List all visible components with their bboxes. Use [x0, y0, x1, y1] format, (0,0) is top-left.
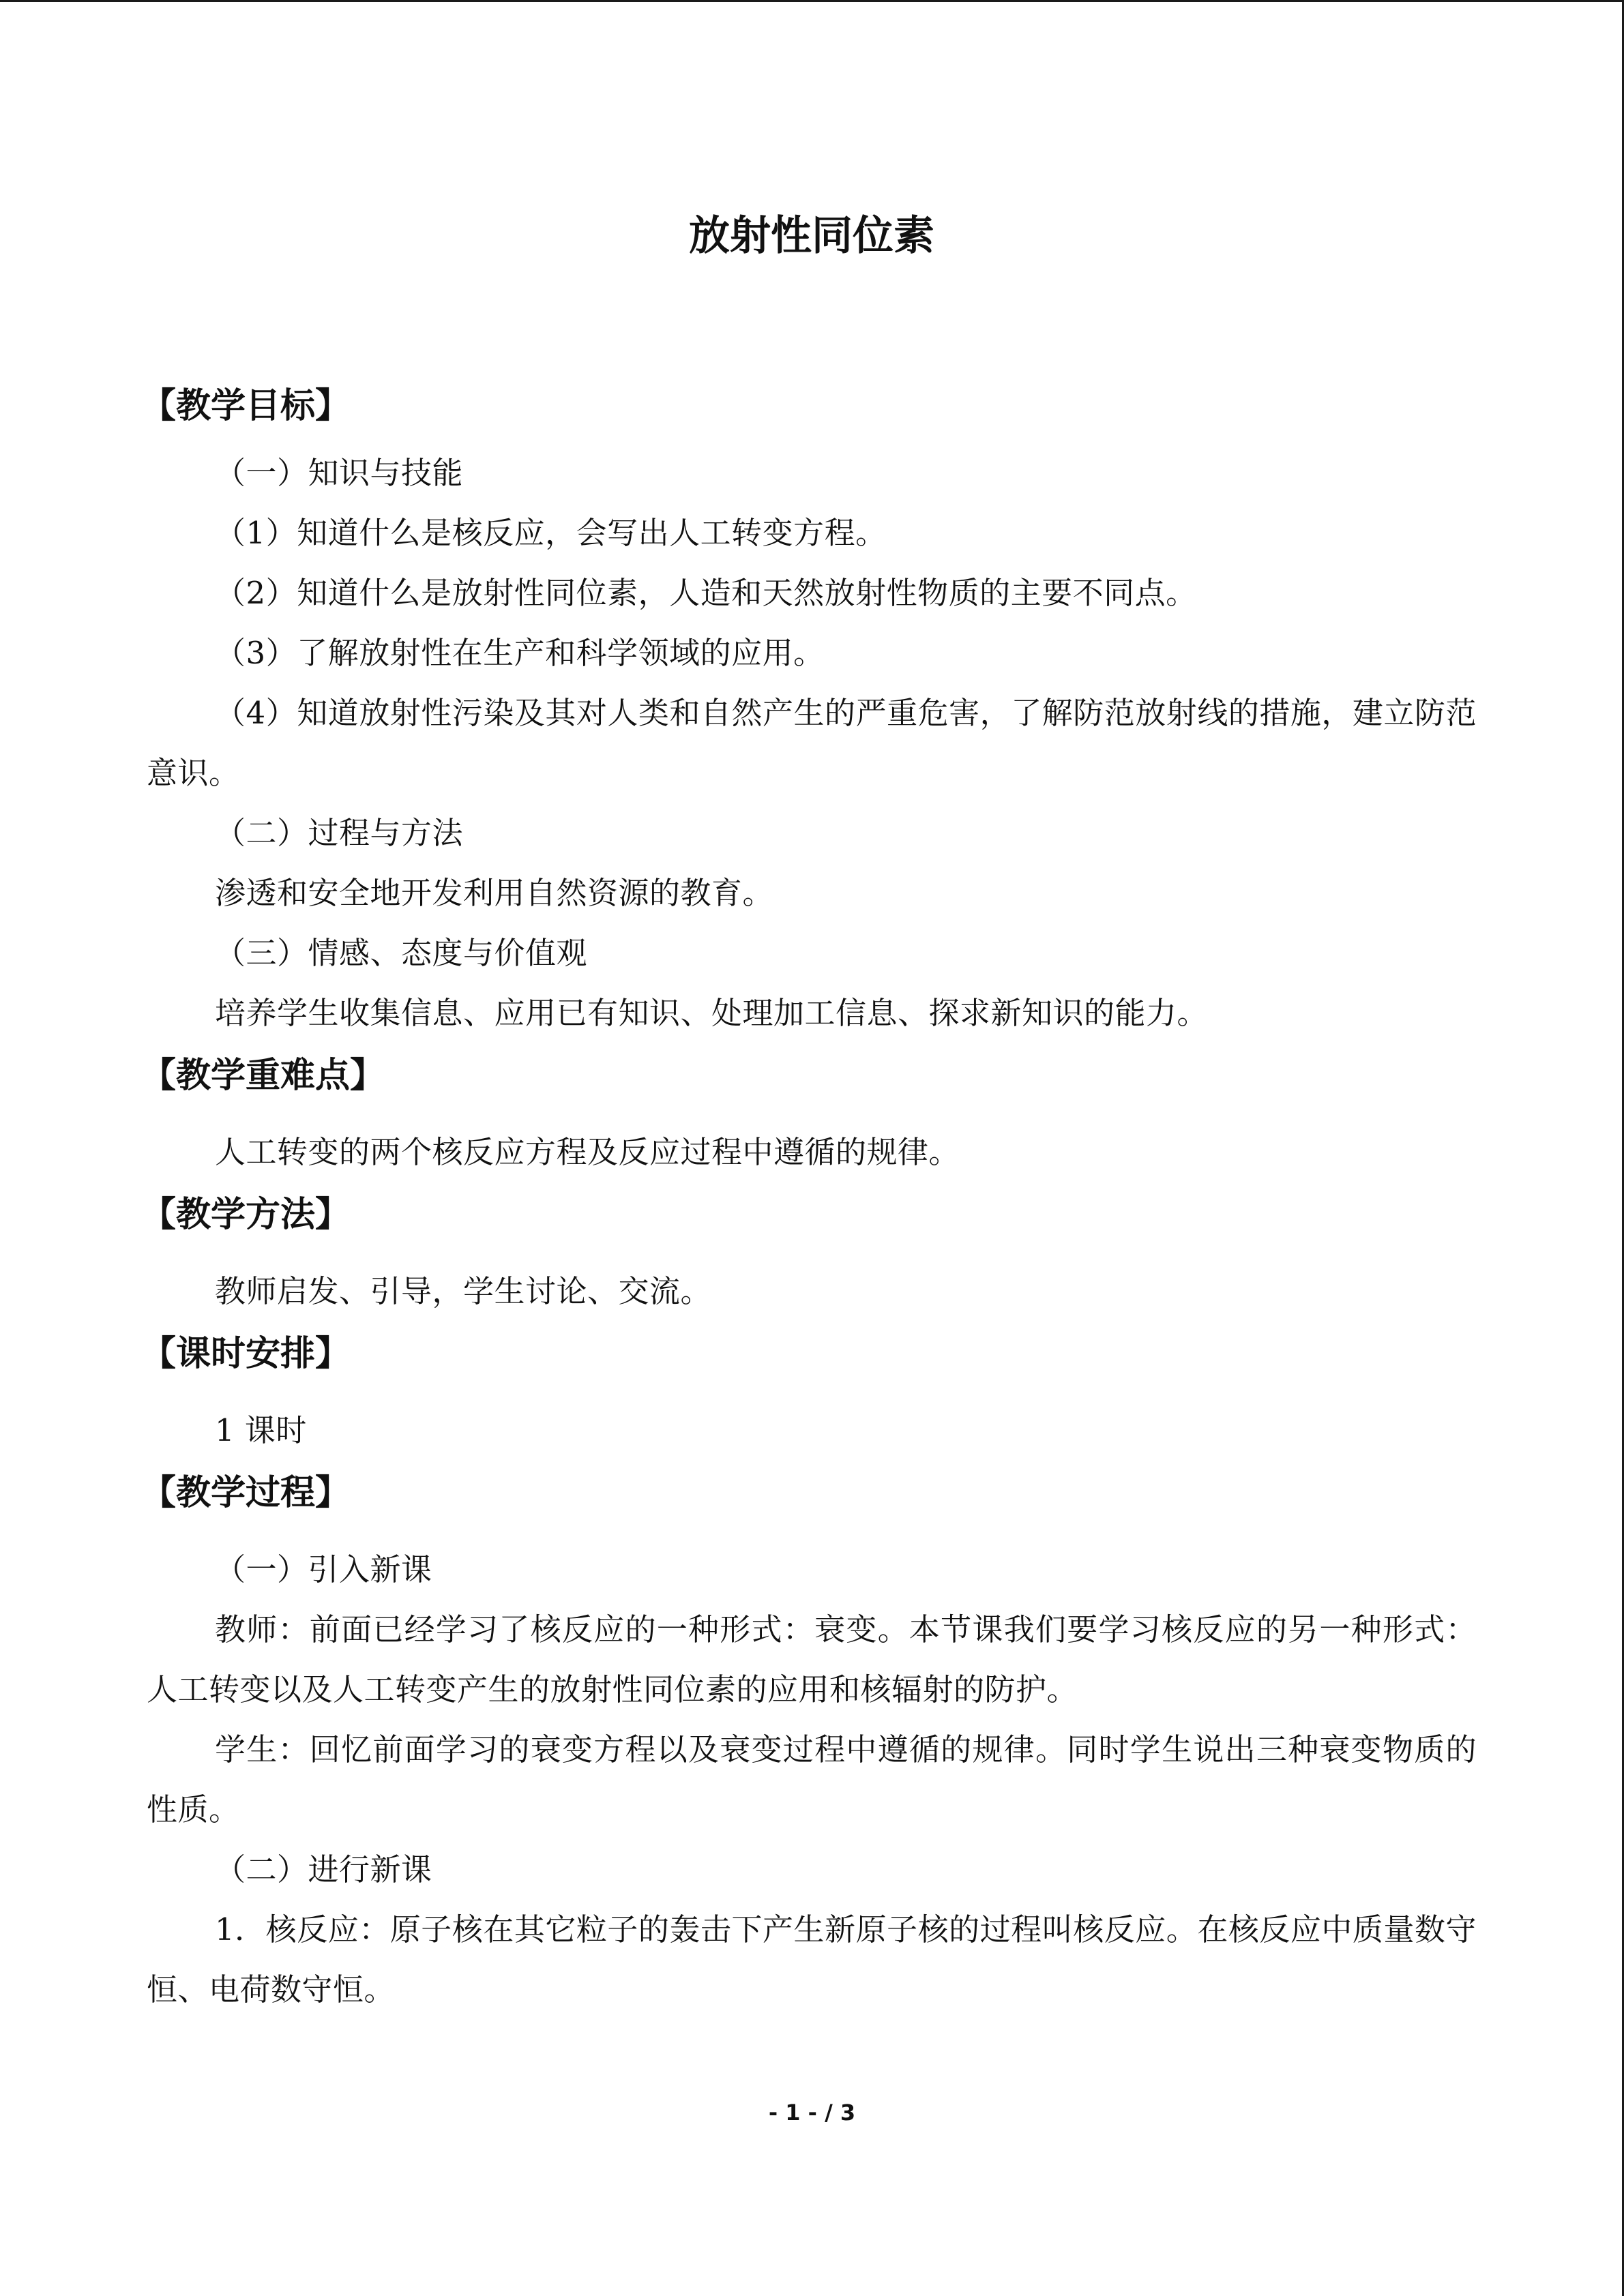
section-heading: 【教学重难点】: [141, 1056, 385, 1096]
section-key-points: [141, 1043, 1477, 1182]
section-heading: 【教学目标】: [141, 386, 351, 426]
section-process: [141, 1461, 1477, 2020]
paragraph: （二）进行新课: [215, 1851, 432, 1888]
document-body: [141, 374, 1477, 2020]
paragraph: （4）知道放射性污染及其对人类和自然产生的严重危害，了解防范放射线的措施，建立防范意识。: [147, 695, 1477, 791]
section-objectives: [141, 374, 1477, 1043]
paragraph: （一）知识与技能: [215, 455, 464, 491]
paragraph: 培养学生收集信息、应用已有知识、处理加工信息、探求新知识的能力。: [215, 995, 1209, 1031]
section-heading: 【教学方法】: [141, 1195, 351, 1235]
paragraph: （1）知道什么是核反应，会写出人工转变方程。: [215, 515, 887, 551]
paragraph: 渗透和安全地开发利用自然资源的教育。: [215, 875, 774, 911]
paragraph: （一）引入新课: [215, 1551, 432, 1587]
paragraph: 教师：前面已经学习了核反应的一种形式：衰变。本节课我们要学习核反应的另一种形式：人工转变以及人工转变产生的放射性同位素的应用和核辐射的防护。: [147, 1611, 1477, 1708]
paragraph: （二）过程与方法: [215, 815, 464, 851]
section-heading: 【课时安排】: [141, 1334, 351, 1374]
paragraph: 1 课时: [215, 1412, 307, 1448]
paragraph: （2）知道什么是放射性同位素，人造和天然放射性物质的主要不同点。: [215, 575, 1197, 611]
section-schedule: [141, 1322, 1477, 1461]
page-number: - 1 - / 3: [768, 2100, 856, 2126]
paragraph: 学生：回忆前面学习的衰变方程以及衰变过程中遵循的规律。同时学生说出三种衰变物质的性质。: [147, 1731, 1477, 1828]
section-heading: 【教学过程】: [141, 1473, 351, 1513]
paragraph: （三）情感、态度与价值观: [215, 935, 588, 971]
document-title: 放射性同位素: [689, 212, 934, 260]
document-page: [141, 0, 1477, 2296]
paragraph: （3）了解放射性在生产和科学领域的应用。: [215, 635, 825, 671]
paragraph: 1．核反应：原子核在其它粒子的轰击下产生新原子核的过程叫核反应。在核反应中质量数守恒、电荷数守恒。: [147, 1911, 1477, 2008]
paragraph: 人工转变的两个核反应方程及反应过程中遵循的规律。: [215, 1134, 960, 1170]
section-methods: [141, 1182, 1477, 1322]
paragraph: 教师启发、引导，学生讨论、交流。: [215, 1273, 712, 1309]
